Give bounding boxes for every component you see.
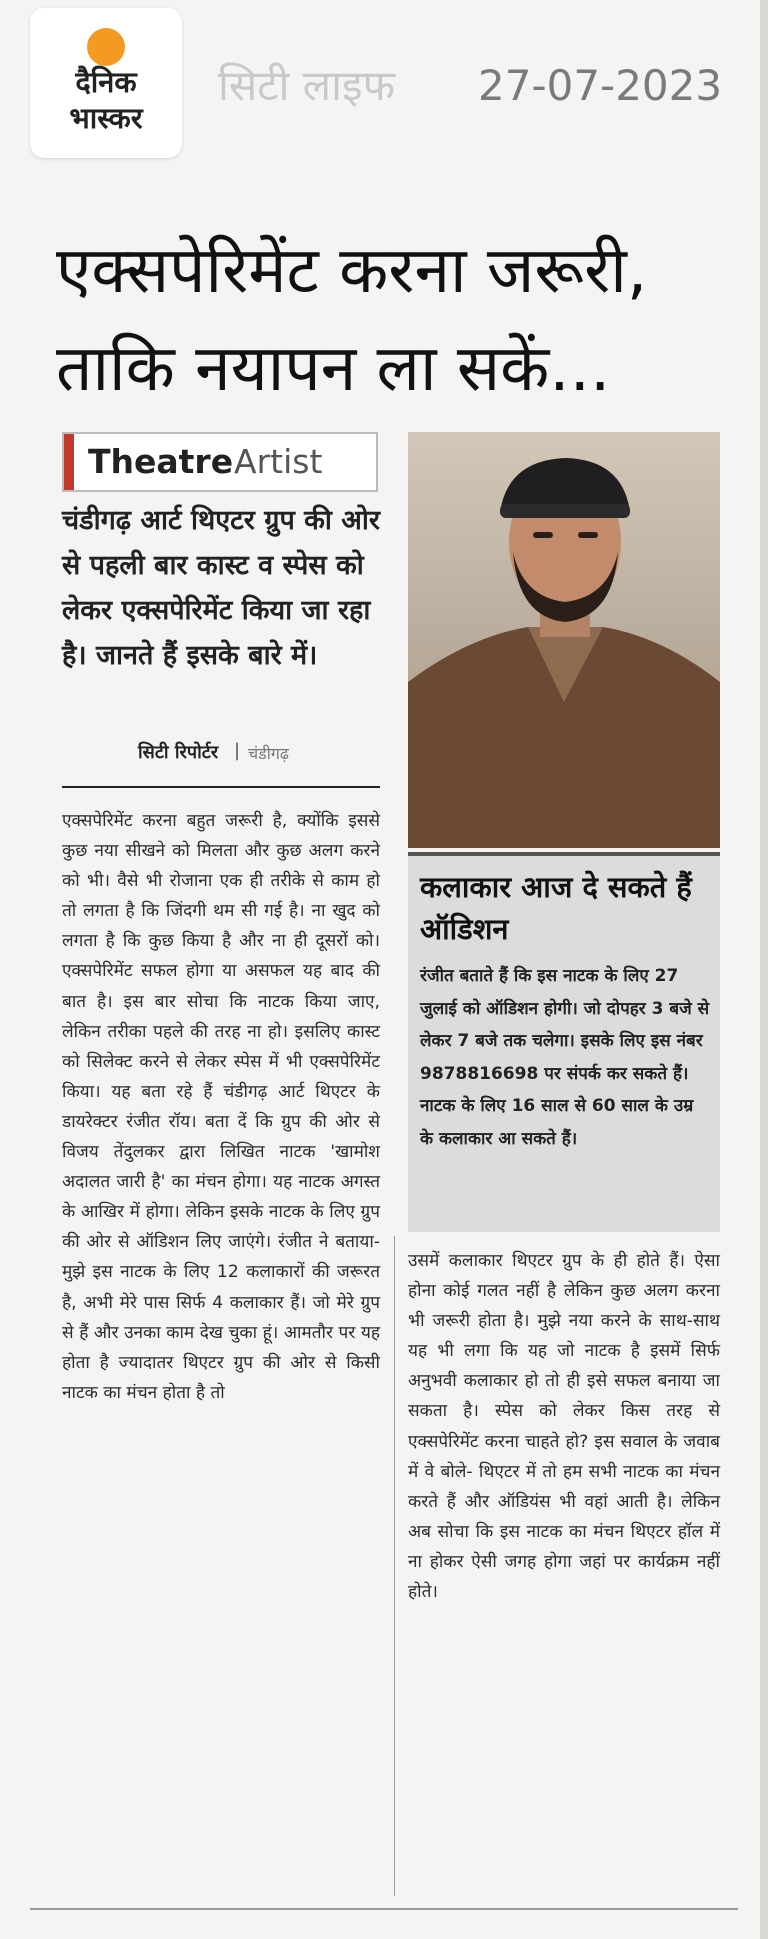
dainik-bhaskar-logo <box>30 8 182 158</box>
tag-accent-bar <box>64 434 74 490</box>
column-divider <box>394 1236 395 1896</box>
byline-place: चंडीगढ़ <box>248 744 289 763</box>
intro-text: चंडीगढ़ आर्ट थिएटर ग्रुप की ओर से पहली बार कास्ट व स्पेस को लेकर एक्सपेरिमेंट किया जा रहा है। जानते हैं इसके बारे में। <box>62 505 380 671</box>
tag-word-1: Theatre <box>88 442 234 481</box>
body-column-right: उसमें कलाकार थिएटर ग्रुप के ही होते हैं। ऐसा होना कोई गलत नहीं है लेकिन कुछ अलग करना भी जरूरी होता है। मुझे नया करने के साथ-साथ यह भी लगा कि यह जो नाटक है इसमें सिर्फ अनुभवी कलाकार हो तो ही इसे सफल बनाया जा सकता है। स्पेस को लेकर किस तरह से एक्सपेरिमेंट करना चाहते हो? इस सवाल के जवाब में वे बोले- थिएटर में तो हम सभी नाटक का मंचन करते हैं और ऑडियंस भी वहां आती है। लेकिन अब सोचा कि इस नाटक का मंचन थिएटर हॉल में ना होकर ऐसी जगह होगा जहां पर कार्यक्रम नहीं होते। <box>408 1251 720 1603</box>
logo-sun-icon <box>87 28 125 66</box>
sidebar-rule <box>408 852 720 856</box>
byline-separator: | <box>234 740 241 761</box>
body-column-left: एक्सपेरिमेंट करना बहुत जरूरी है, क्योंकि इससे कुछ नया सीखने को मिलता और कुछ अलग करने को भी। वैसे भी रोजाना एक ही तरीके से काम हो तो लगता है कि जिंदगी थम सी गई है। ना खुद को लगता है कि कुछ किया है और ना ही दूसरों को। एक्सपेरिमेंट सफल होगा या असफल यह बाद की बात है। इस बार सोचा कि नाटक किया जाए, लेकिन तरीका पहले की तरह ना हो। इसलिए कास्ट को सिलेक्ट करने से लेकर स्पेस में भी एक्सपेरिमेंट किया। यह बता रहे हैं चंडीगढ़ आर्ट थिएटर के डायरेक्टर रंजीत रॉय। बता दें कि ग्रुप की ओर से विजय तेंदुलकर द्वारा लिखित नाटक 'खामोश अदालत जारी है' का मंचन होगा। यह नाटक अगस्त के आखिर में होगा। लेकिन इसके नाटक के लिए ग्रुप की ओर से ऑडिशन लिए जाएंगे। रंजीत ने बताया- मुझे इस नाटक के लिए 12 कलाकारों की जरूरत है, अभी मेरे पास सिर्फ 4 कलाकार हैं। जो मेरे ग्रुप से हैं और उनका काम देख चुका हूं। आमतौर पर यह होता है ज्यादातर थिएटर ग्रुप की ओर से किसी नाटक का मंचन होता है तो <box>62 811 380 1403</box>
section-name: सिटी लाइफ <box>218 61 396 110</box>
publication-date: 27-07-2023 <box>478 61 723 110</box>
intro-rule <box>62 786 380 788</box>
sidebar-title: कलाकार आज दे सकते हैं ऑडिशन <box>420 870 692 946</box>
audition-sidebar <box>408 852 720 1232</box>
sidebar-body: रंजीत बताते हैं कि इस नाटक के लिए 27 जुलाई को ऑडिशन होगी। जो दोपहर 3 बजे से लेकर 7 बजे तक चलेगा। इसके लिए इस नंबर 9878816698 पर संपर्क कर सकते हैं। नाटक के लिए 16 साल से 60 साल के उम्र के कलाकार आ सकते हैं। <box>420 966 710 1149</box>
artist-photo <box>408 432 720 848</box>
category-tag <box>62 432 378 492</box>
byline-reporter: सिटी रिपोर्टर <box>138 742 219 763</box>
page-edge <box>760 0 768 1939</box>
logo-line-1: दैनिक <box>75 65 137 99</box>
tag-word-2: Artist <box>234 442 323 481</box>
logo-line-2: भास्कर <box>69 101 143 135</box>
bottom-rule <box>30 1908 738 1910</box>
headline: एक्सपेरिमेंट करना जरूरी, ताकि नयापन ला सकें... <box>56 234 648 406</box>
